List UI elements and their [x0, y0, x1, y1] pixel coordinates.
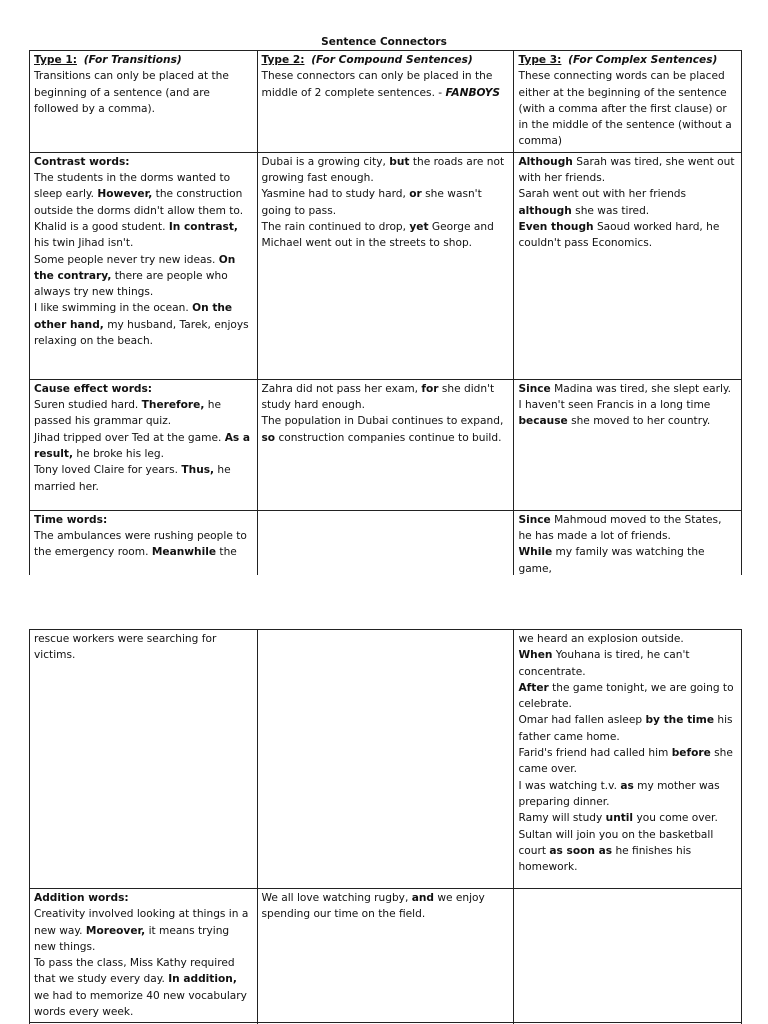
type2-header-cell: [257, 51, 514, 153]
contrast-type3-cell: [514, 152, 742, 379]
cause-type3-examples: [518, 381, 737, 430]
connectors-table: [29, 50, 742, 580]
cause-heading: Cause effect words:: [34, 382, 153, 395]
example-sentence: Creativity involved looking at things in a new way. Moreover, it means trying new things.: [34, 908, 249, 953]
type3-subtitle: (For Complex Sentences): [568, 54, 718, 66]
connector-keyword: As a result,: [34, 431, 251, 460]
example-sentence: Dubai is a growing city, but the roads are not growing fast enough.: [261, 155, 505, 185]
connector-keyword: Even though: [518, 220, 594, 233]
addition-type1-cell: [30, 889, 258, 1023]
connector-keyword: In contrast,: [168, 220, 238, 233]
time-type1-example-start: The ambulances were rushing people to the emergency room. Meanwhile the: [34, 530, 247, 559]
example-sentence: Sultan will join you on the basketball court as soon as he finishes his homework.: [518, 828, 714, 874]
table-row-addition: [30, 889, 742, 1023]
connector-keyword: After: [518, 681, 549, 694]
cause-type2-cell: [257, 379, 514, 510]
table-row-contrast: [30, 152, 742, 379]
document-page-2: [0, 627, 768, 1024]
table-header-row: [30, 51, 742, 153]
time-type2-cell: [257, 510, 514, 579]
table-row-time-part1: [30, 510, 742, 579]
connector-keyword: Therefore,: [141, 399, 205, 412]
table-row-time-part2: [30, 630, 742, 889]
contrast-type3-examples: [518, 154, 737, 252]
contrast-type2-examples: [262, 154, 510, 252]
example-sentence: Since Mahmoud moved to the States, he has made a lot of friends.: [518, 513, 722, 543]
example-sentence: Jihad tripped over Ted at the game. As a result, he broke his leg.: [34, 431, 251, 460]
connector-keyword: for: [421, 382, 439, 395]
addition-type3-cell: [514, 889, 742, 1023]
connector-keyword: Thus,: [181, 464, 215, 477]
time-type3-examples: [518, 512, 737, 577]
connector-keyword: Meanwhile: [151, 546, 217, 559]
example-sentence: we heard an explosion outside.: [518, 633, 684, 645]
connector-keyword: as: [620, 779, 634, 792]
example-sentence: Farid's friend had called him before she came over.: [518, 747, 733, 776]
connector-keyword: but: [389, 155, 410, 168]
type1-description: Transitions can only be placed at the beginning of a sentence (and are followed by a comma).: [34, 70, 229, 115]
example-sentence: While my family was watching the game,: [518, 546, 705, 575]
type3-label: Type 3:: [518, 54, 562, 66]
example-sentence: We all love watching rugby, and we enjoy spending our time on the field.: [261, 892, 485, 921]
example-sentence: The rain continued to drop, yet George and Michael went out in the streets to shop.: [261, 220, 494, 250]
type2-description: These connectors can only be placed in the middle of 2 complete sentences. -: [261, 70, 493, 99]
table-row-cause-effect: [30, 379, 742, 510]
connector-keyword: Although: [518, 155, 573, 168]
time-type1-cell: [30, 510, 258, 579]
addition-type2-cell: [257, 889, 514, 1023]
connector-keyword: by the time: [645, 714, 715, 727]
connector-keyword: so: [261, 431, 276, 444]
example-sentence: Sarah went out with her friends although she was tired.: [518, 188, 687, 217]
time-type3-cell-continued: [514, 630, 742, 889]
addition-type2-examples: [262, 890, 510, 923]
cause-type2-examples: [262, 381, 510, 446]
contrast-type2-cell: [257, 152, 514, 379]
time-heading: Time words:: [34, 513, 108, 526]
cause-type1-examples: [34, 397, 253, 495]
connector-keyword: Since: [518, 382, 551, 395]
example-sentence: When Youhana is tired, he can't concentrate.: [518, 649, 690, 678]
connector-keyword: While: [518, 546, 553, 559]
example-sentence: Some people never try new ideas. On the contrary, there are people who always try new things.: [34, 253, 236, 299]
type1-label: Type 1:: [34, 54, 77, 66]
connector-keyword: On the other hand,: [34, 302, 233, 331]
example-sentence: Although Sarah was tired, she went out with her friends.: [518, 155, 735, 185]
type1-subtitle: (For Transitions): [83, 54, 182, 66]
example-sentence: The population in Dubai continues to expand, so construction companies continue to build.: [261, 415, 504, 444]
connectors-table-continued: [29, 629, 742, 1024]
connector-keyword: However,: [97, 188, 153, 201]
connector-keyword: When: [518, 649, 553, 662]
type2-label: Type 2:: [261, 54, 305, 66]
example-sentence: I was watching t.v. as my mother was preparing dinner.: [518, 779, 720, 808]
connector-keyword: Since: [518, 513, 551, 526]
connector-keyword: although: [518, 204, 572, 217]
fanboys-label: FANBOYS: [445, 86, 501, 99]
cause-type1-cell: [30, 379, 258, 510]
contrast-heading: Contrast words:: [34, 155, 130, 168]
connector-keyword: yet: [409, 220, 429, 233]
type3-description: These connecting words can be placed either at the beginning of the sentence (with a comma after the first clause) or in the middle of the sentence (without a comma): [518, 70, 732, 148]
time-type2-cell-continued: [257, 630, 514, 889]
connector-keyword: Moreover,: [85, 924, 146, 937]
example-sentence: I like swimming in the ocean. On the other hand, my husband, Tarek, enjoys relaxing on the beach.: [34, 302, 249, 348]
example-sentence: Even though Saoud worked hard, he couldn't pass Economics.: [518, 220, 720, 250]
addition-type1-examples: [34, 906, 253, 1020]
time-type3-examples-continued: [518, 631, 737, 875]
example-sentence: Omar had fallen asleep by the time his father came home.: [518, 714, 733, 743]
example-sentence: Khalid is a good student. In contrast, his twin Jihad isn't.: [34, 220, 238, 250]
contrast-type1-examples: [34, 170, 253, 349]
connector-keyword: until: [605, 812, 634, 825]
type2-subtitle: (For Compound Sentences): [311, 54, 473, 66]
connector-keyword: or: [409, 188, 422, 201]
connector-keyword: and: [411, 892, 434, 904]
example-sentence: I haven't seen Francis in a long time because she moved to her country.: [518, 399, 711, 428]
connector-keyword: On the contrary,: [34, 253, 236, 282]
addition-heading: Addition words:: [34, 892, 129, 904]
connector-keyword: because: [518, 415, 568, 428]
document-title: Sentence Connectors: [321, 36, 447, 48]
example-sentence: After the game tonight, we are going to celebrate.: [518, 681, 734, 711]
example-sentence: The students in the dorms wanted to sleep early. However, the construction outside the dorms didn't allow them to.: [34, 172, 244, 217]
example-sentence: Ramy will study until you come over.: [518, 812, 718, 825]
page-break-gap: [0, 575, 768, 627]
type3-header-cell: [514, 51, 742, 153]
time-type3-cell: [514, 510, 742, 579]
time-type1-example-end: rescue workers were searching for victims.: [34, 633, 217, 662]
example-sentence: Since Madina was tired, she slept early.: [518, 382, 732, 395]
contrast-type1-cell: [30, 152, 258, 379]
time-type1-cell-continued: [30, 630, 258, 889]
example-sentence: Zahra did not pass her exam, for she didn't study hard enough.: [261, 382, 495, 412]
example-sentence: To pass the class, Miss Kathy required that we study every day. In addition, we had to memorize 40 new vocabulary words every week.: [34, 957, 247, 1019]
example-sentence: Tony loved Claire for years. Thus, he married her.: [34, 464, 231, 493]
example-sentence: Yasmine had to study hard, or she wasn't going to pass.: [261, 188, 482, 217]
connector-keyword: as soon as: [549, 844, 613, 857]
example-sentence: Suren studied hard. Therefore, he passed his grammar quiz.: [34, 399, 221, 428]
connector-keyword: before: [671, 747, 711, 760]
connector-keyword: In addition,: [168, 973, 237, 986]
cause-type3-cell: [514, 379, 742, 510]
type1-header-cell: [30, 51, 258, 153]
